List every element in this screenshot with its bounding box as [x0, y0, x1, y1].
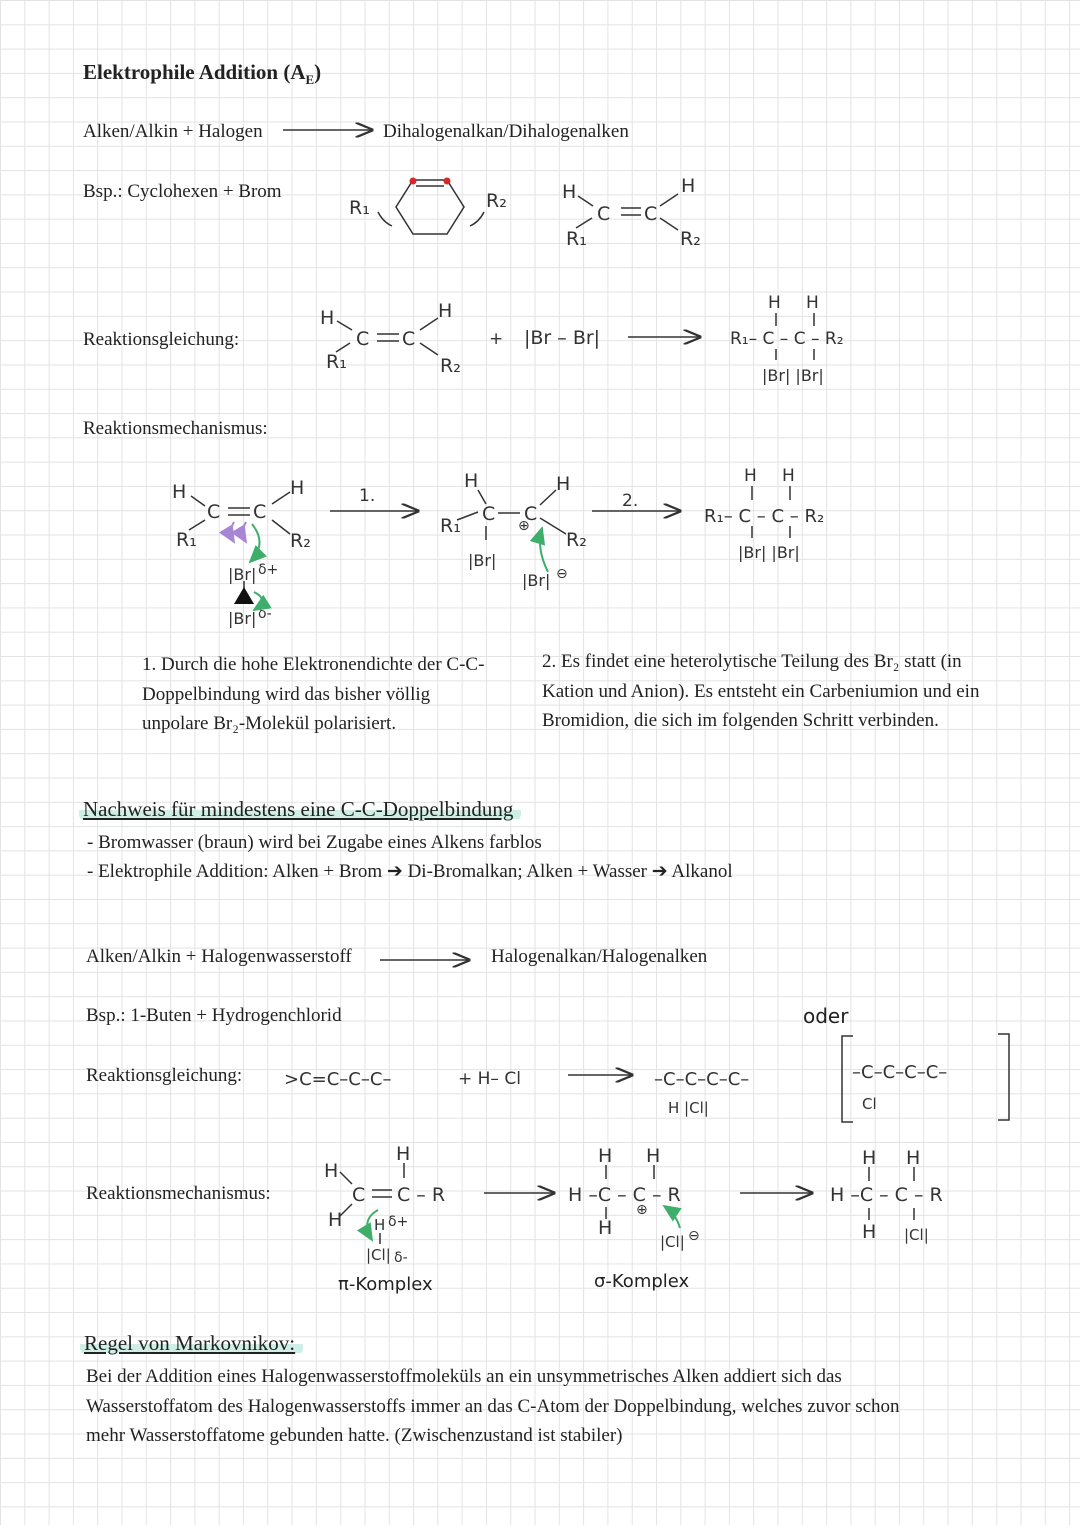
reaction-hx-left: Alken/Alkin + Halogenwasserstoff — [86, 946, 352, 967]
note-step-1: 1. Durch die hohe Elektronendichte der C-C-Doppelbindung wird das bisher völlig unpolare Br₂-Molekül polarisiert. — [142, 654, 485, 734]
svg-text:δ-: δ- — [394, 1250, 408, 1266]
svg-text:δ-: δ- — [258, 606, 272, 622]
svg-text:⊖: ⊖ — [688, 1228, 700, 1244]
svg-text:H: H — [782, 466, 795, 486]
svg-text:H: H — [862, 1147, 877, 1169]
nachweis-item-2: - Elektrophile Addition: Alken + Brom ➔ Di-Bromalkan; Alken + Wasser ➔ Alkanol — [87, 861, 733, 882]
svg-text:|Br – Br|: |Br – Br| — [524, 327, 601, 349]
svg-text:R₂: R₂ — [290, 530, 311, 552]
svg-text:H |Cl|: H |Cl| — [668, 1099, 709, 1117]
svg-text:R₁: R₁ — [326, 351, 347, 373]
heading-markovnikov: Regel von Markovnikov: — [80, 1331, 303, 1356]
svg-text:δ+: δ+ — [388, 1214, 409, 1230]
svg-text:R₁: R₁ — [440, 515, 461, 537]
svg-text:⊕: ⊕ — [518, 518, 530, 534]
equation-label-2: Reaktionsgleichung: — [86, 1065, 243, 1086]
svg-text:H: H — [862, 1221, 877, 1243]
mechanism-label-1: Reaktionsmechanismus: — [83, 418, 268, 439]
svg-text:|Br| |Br|: |Br| |Br| — [738, 543, 800, 562]
oder-label: oder — [803, 1004, 849, 1028]
svg-text:R₂: R₂ — [680, 228, 701, 250]
reaction-halogen-left: Alken/Alkin + Halogen — [83, 121, 263, 142]
svg-text:H: H — [438, 300, 453, 322]
svg-text:|Cl|: |Cl| — [904, 1226, 929, 1244]
svg-text:+: + — [489, 329, 504, 349]
reaction-hx-right: Halogenalkan/Halogenalken — [491, 946, 708, 967]
svg-text:–C–C–C–C–: –C–C–C–C– — [654, 1069, 750, 1090]
svg-text:H –C – C – R: H –C – C – R — [568, 1184, 681, 1206]
svg-text:C: C — [482, 503, 496, 525]
svg-text:C: C — [352, 1184, 366, 1206]
svg-text:H: H — [598, 1145, 613, 1167]
svg-text:⊖: ⊖ — [556, 566, 568, 582]
svg-text:⊕: ⊕ — [636, 1202, 648, 1218]
sigma-complex-label: σ-Komplex — [594, 1271, 690, 1292]
svg-text:R₂: R₂ — [566, 529, 587, 551]
svg-text:Cl: Cl — [862, 1095, 877, 1113]
pi-complex-label: π-Komplex — [338, 1274, 433, 1295]
svg-text:C: C — [402, 328, 416, 350]
svg-text:H: H — [374, 1216, 386, 1234]
svg-text:R₂: R₂ — [440, 355, 461, 377]
svg-text:H: H — [681, 175, 696, 197]
svg-text:δ+: δ+ — [258, 562, 279, 578]
svg-text:H: H — [324, 1160, 339, 1182]
svg-text:C: C — [644, 203, 658, 225]
svg-text:>C=C–C–C–: >C=C–C–C– — [284, 1069, 392, 1090]
heading-nachweis: Nachweis für mindestens eine C-C-Doppelbindung — [79, 797, 521, 822]
svg-text:R₁– C – C – R₂: R₁– C – C – R₂ — [704, 506, 825, 527]
svg-text:+ H– Cl: + H– Cl — [458, 1069, 521, 1089]
markovnikov-text: Bei der Addition eines Halogenwasserstoffmoleküls an ein unsymmetrisches Alken addiert sich das Wasserstoffatom des Halogenwasserstoffs immer an das C-Atom der Doppelbindung, welches zuvor schon mehr Wasserstoffatome gebunden hatte. (Zwischenzustand ist stabiler) — [86, 1366, 900, 1446]
svg-text:C: C — [207, 501, 221, 523]
svg-text:–C–C–C–C–: –C–C–C–C– — [852, 1062, 948, 1083]
svg-text:|Br| |Br|: |Br| |Br| — [762, 366, 824, 385]
example-buten: Bsp.: 1-Buten + Hydrogenchlorid — [86, 1005, 342, 1026]
svg-text:C: C — [597, 203, 611, 225]
svg-text:H: H — [172, 481, 187, 503]
svg-text:|Br|: |Br| — [228, 609, 257, 628]
svg-text:H: H — [744, 466, 757, 486]
svg-text:H: H — [562, 181, 577, 203]
svg-text:2.: 2. — [622, 491, 639, 511]
svg-text:H: H — [464, 470, 479, 492]
svg-text:|Cl|: |Cl| — [366, 1246, 391, 1264]
svg-text:H: H — [906, 1147, 921, 1169]
svg-text:C – R: C – R — [397, 1184, 446, 1206]
svg-text:R₁– C – C – R₂: R₁– C – C – R₂ — [730, 329, 844, 349]
svg-text:H: H — [556, 473, 571, 495]
svg-text:C: C — [524, 503, 538, 525]
svg-text:1.: 1. — [359, 486, 376, 506]
svg-text:H: H — [646, 1145, 661, 1167]
mechanism-label-2: Reaktionsmechanismus: — [86, 1183, 271, 1204]
svg-text:H: H — [328, 1209, 343, 1231]
svg-text:|Br|: |Br| — [522, 571, 551, 590]
svg-text:H –C – C – R: H –C – C – R — [830, 1184, 943, 1206]
equation-label-1: Reaktionsgleichung: — [83, 329, 240, 350]
cyclohexene-ring — [396, 180, 464, 234]
svg-text:C: C — [253, 501, 267, 523]
svg-text:|Br|: |Br| — [228, 565, 257, 584]
svg-text:H: H — [320, 307, 335, 329]
svg-text:H: H — [290, 477, 305, 499]
note-step-2: 2. Es findet eine heterolytische Teilung des Br₂ statt (in Kation und Anion). Es entsteht ein Carbeniumion und ein Bromidion, die sich im folgenden Schritt verbinden. — [542, 651, 980, 731]
svg-text:R₁: R₁ — [176, 529, 197, 551]
svg-text:C: C — [356, 328, 370, 350]
svg-text:H: H — [768, 293, 781, 313]
svg-text:H: H — [806, 293, 819, 313]
svg-text:R₂: R₂ — [486, 190, 507, 212]
svg-text:H: H — [598, 1217, 613, 1239]
svg-text:|Cl|: |Cl| — [660, 1233, 685, 1251]
svg-text:R₁: R₁ — [349, 197, 370, 219]
svg-text:|Br|: |Br| — [468, 551, 497, 570]
reaction-halogen-right: Dihalogenalkan/Dihalogenalken — [383, 121, 629, 142]
page-title-subscript: E — [305, 72, 315, 88]
page-title: Elektrophile Addition $(A_E)$ — [83, 60, 322, 88]
example-cyclohexen: Bsp.: Cyclohexen + Brom — [83, 181, 282, 202]
svg-text:R₁: R₁ — [566, 228, 587, 250]
nachweis-item-1: - Bromwasser (braun) wird bei Zugabe eines Alkens farblos — [87, 832, 542, 853]
svg-text:H: H — [396, 1143, 411, 1165]
